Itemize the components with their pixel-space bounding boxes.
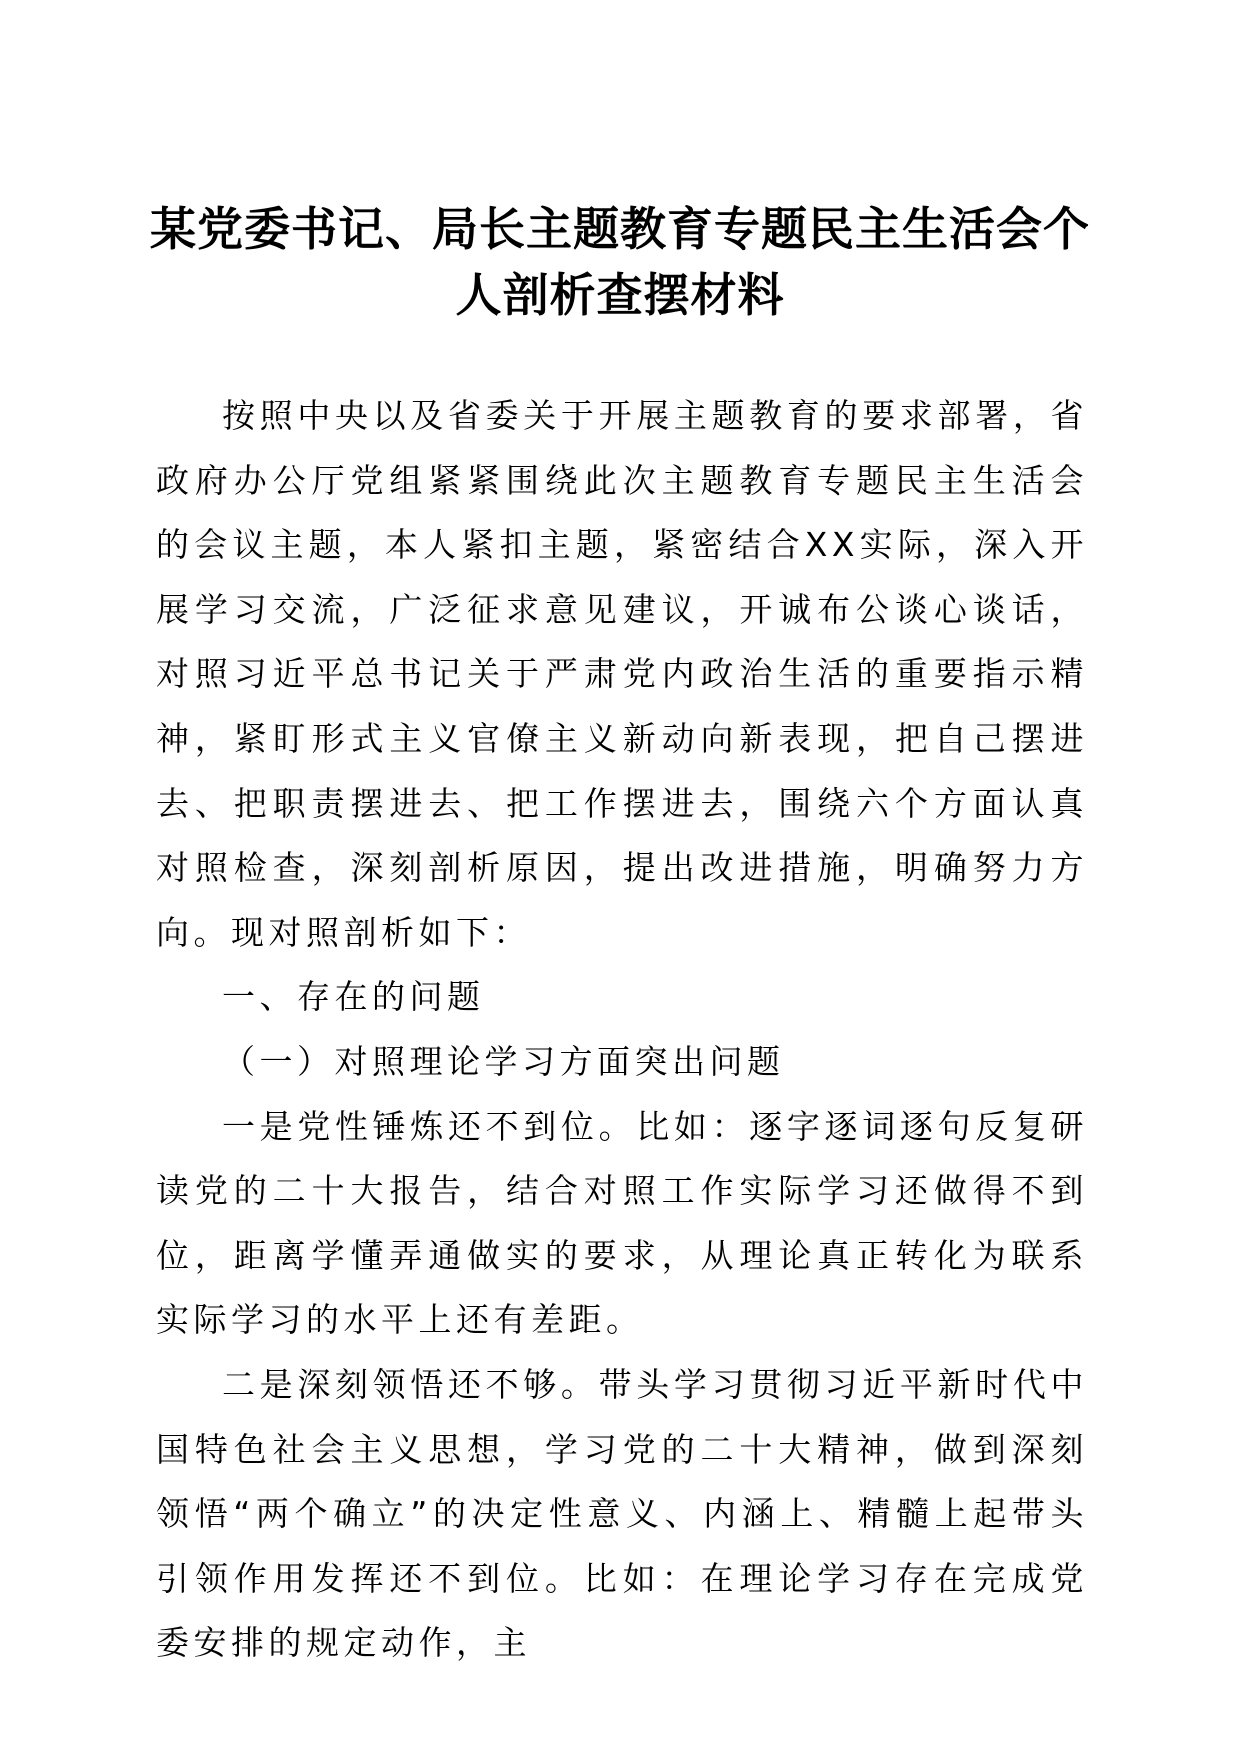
intro-paragraph: 按照中央以及省委关于开展主题教育的要求部署，省政府办公厅党组紧紧围绕此次主题教育专题民主生活会的会议主题，本人紧扣主题，紧密结合XX实际，深入开展学习交流，广泛征求意见建议，开诚布公谈心谈话，对照习近平总书记关于严肃党内政治生活的重要指示精神，紧盯形式主义官僚主义新动向新表现，把自己摆进去、把职责摆进去、把工作摆进去，围绕六个方面认真对照检查，深刻剖析原因，提出改进措施，明确努力方向。现对照剖析如下： [156, 396, 1088, 952]
document-body [156, 384, 1088, 1676]
document-title-line-2: 人剖析查摆材料 [455, 268, 785, 322]
paragraph-point-one: 一是党性锤炼还不到位。比如：逐字逐词逐句反复研读党的二十大报告，结合对照工作实际学习还做得不到位，距离学懂弄通做实的要求，从理论真正转化为联系实际学习的水平上还有差距。 [156, 1106, 1088, 1340]
document-title-line-1: 某党委书记、局长主题教育专题民主生活会个 [150, 202, 1090, 256]
paragraph-point-two: 二是深刻领悟还不够。带头学习贯彻习近平新时代中国特色社会主义思想，学习党的二十大精神，做到深刻领悟“两个确立”的决定性意义、内涵上、精髓上起带头引领作用发挥还不到位。比如：在理论学习存在完成党委安排的规定动作，主 [156, 1364, 1088, 1663]
subsection-heading-theory-study: （一）对照理论学习方面突出问题 [222, 1041, 785, 1081]
section-heading-problems: 一、存在的问题 [222, 977, 485, 1017]
